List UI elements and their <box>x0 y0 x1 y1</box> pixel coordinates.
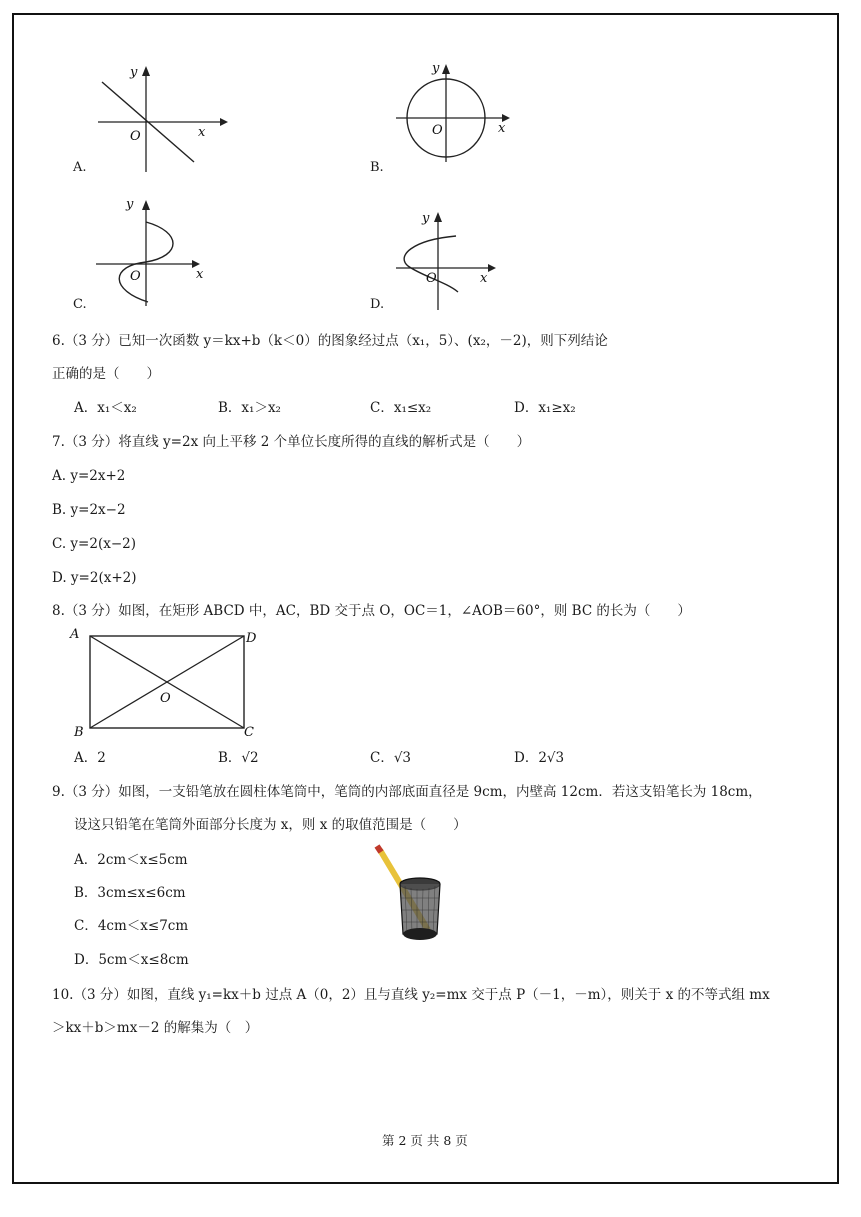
vertex-d-label: D <box>246 631 257 646</box>
q5-option-c-label: C. <box>73 297 87 312</box>
axis-y-label: y <box>422 211 430 226</box>
q5-option-d-label: D. <box>370 297 385 312</box>
axis-x-label: x <box>480 271 488 286</box>
q6-option-b: B．x₁＞x₂ <box>218 400 281 416</box>
q9-option-c: C．4cm＜x≤7cm <box>74 918 189 934</box>
q7-stem: 7.（3 分）将直线 y=2x 向上平移 2 个单位长度所得的直线的解析式是（ ） <box>52 434 531 450</box>
pencil-holder-illustration <box>370 842 450 947</box>
q8-option-d: D．2√3 <box>514 750 565 766</box>
q9-option-b: B．3cm≤x≤6cm <box>74 885 186 901</box>
q5-graph-c <box>92 194 222 314</box>
q6-option-d: D．x₁≥x₂ <box>514 400 576 416</box>
origin-label: O <box>432 123 443 138</box>
q7-option-b: B. y=2x−2 <box>52 502 126 518</box>
q6-stem-line2: 正确的是（ ） <box>52 366 160 382</box>
center-o-label: O <box>160 691 171 706</box>
q5-graph-b <box>392 58 522 168</box>
q8-option-b: B．√2 <box>218 750 259 766</box>
vertex-a-label: A <box>70 627 80 642</box>
origin-label: O <box>426 271 437 286</box>
axis-y-label: y <box>432 61 440 76</box>
axis-x-label: x <box>196 267 204 282</box>
q7-option-a: A. y=2x+2 <box>52 468 126 484</box>
q8-option-a: A．2 <box>74 750 106 766</box>
q7-option-d: D. y=2(x+2) <box>52 570 137 586</box>
page-number-footer: 第 2 页 共 8 页 <box>382 1133 468 1148</box>
origin-label: O <box>130 269 141 284</box>
q9-option-d: D．5cm＜x≤8cm <box>74 952 189 968</box>
vertex-c-label: C <box>244 725 254 740</box>
q9-stem-line1: 9.（3 分）如图，一支铅笔放在圆柱体笔筒中，笔筒的内部底面直径是 9cm，内壁高 12cm．若这支铅笔长为 18cm， <box>52 784 762 800</box>
q5-option-a-label: A. <box>73 160 87 175</box>
axis-x-label: x <box>498 121 506 136</box>
q6-stem-line1: 6.（3 分）已知一次函数 y＝kx+b（k＜0）的图象经过点（x₁，5）、(x₂，－2)，则下列结论 <box>52 333 608 349</box>
q8-rectangle-figure <box>66 624 266 742</box>
q6-option-a: A．x₁＜x₂ <box>74 400 137 416</box>
origin-label: O <box>130 129 141 144</box>
page-border <box>12 13 839 1184</box>
q5-option-b-label: B. <box>370 160 384 175</box>
q6-option-c: C．x₁≤x₂ <box>370 400 432 416</box>
q7-option-c: C. y=2(x−2) <box>52 536 137 552</box>
q5-graph-a <box>90 60 230 180</box>
axis-y-label: y <box>130 65 138 80</box>
q10-stem-line2: ＞kx＋b＞mx－2 的解集为（ ） <box>52 1020 259 1036</box>
axis-x-label: x <box>198 125 206 140</box>
q8-stem: 8.（3 分）如图，在矩形 ABCD 中，AC，BD 交于点 O，OC＝1，∠AOB＝60°，则 BC 的长为（ ） <box>52 603 691 619</box>
q9-option-a: A．2cm＜x≤5cm <box>74 852 188 868</box>
axis-y-label: y <box>126 197 134 212</box>
q5-graph-d <box>392 206 522 316</box>
q10-stem-line1: 10.（3 分）如图，直线 y₁=kx＋b 过点 A（0，2）且与直线 y₂=mx 交于点 P（－1，－m），则关于 x 的不等式组 mx <box>52 987 770 1003</box>
q9-stem-line2: 设这只铅笔在笔筒外面部分长度为 x，则 x 的取值范围是（ ） <box>74 817 467 833</box>
q8-option-c: C．√3 <box>370 750 412 766</box>
vertex-b-label: B <box>74 725 84 740</box>
